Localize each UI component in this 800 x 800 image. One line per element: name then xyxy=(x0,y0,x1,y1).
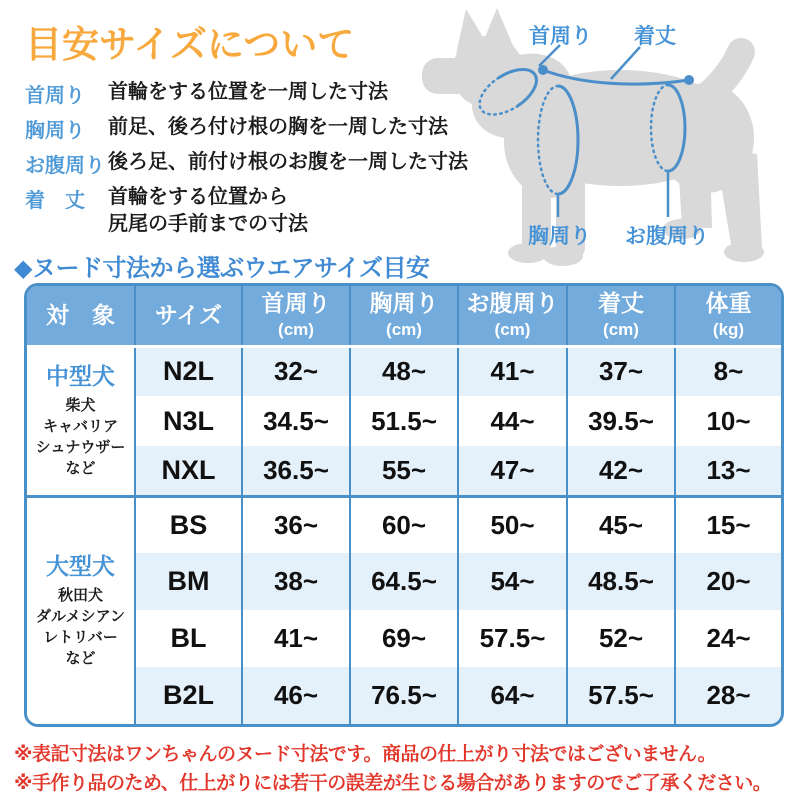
dog-hind-paw-2 xyxy=(724,242,764,262)
size-label: BS xyxy=(135,496,242,553)
note-handmade-tolerance: ※手作り品のため、仕上がりには若干の誤差が生じる場合がありますのでご了承ください。 xyxy=(14,773,772,794)
table-row: N3L 34.5~ 51.5~ 44~ 39.5~ 10~ xyxy=(27,396,781,446)
table-row: NXL 36.5~ 55~ 47~ 42~ 13~ xyxy=(27,446,781,496)
diagram-chest-label: 胸周り xyxy=(528,225,591,248)
header-size: サイズ xyxy=(135,286,242,346)
dog-silhouette-graphic xyxy=(410,0,800,290)
size-label: BL xyxy=(135,610,242,667)
header-weight: 体重 (kg) xyxy=(675,286,781,346)
group-name: 大型犬 xyxy=(46,552,115,579)
dog-chest xyxy=(504,86,600,198)
table-header-row xyxy=(27,286,781,346)
legend-desc-belly: 後ろ足、前付け根のお腹を一周した寸法 xyxy=(108,151,468,173)
dog-hind-leg-1 xyxy=(678,160,712,228)
legend-desc-length-line1: 首輪をする位置から xyxy=(108,186,288,208)
group-cell-large-dogs: 大型犬 秋田犬 ダルメシアン レトリバー など xyxy=(27,496,135,724)
header-chest: 胸周り (cm) xyxy=(350,286,458,346)
table-row: 中型犬 柴犬 キャバリア シュナウザー など N2L 32~ 48~ 41~ 37~ 8~ xyxy=(27,346,781,396)
header-length: 着丈 (cm) xyxy=(567,286,675,346)
note-nude-size: ※表記寸法はワンちゃんのヌード寸法です。商品の仕上がり寸法ではございません。 xyxy=(14,744,717,765)
legend-term-chest: 胸周り xyxy=(25,120,85,142)
dog-hind-leg-2 xyxy=(715,148,762,250)
diagram-belly-label: お腹周り xyxy=(625,225,709,248)
length-start-dot xyxy=(538,65,548,75)
header-belly: お腹周り (cm) xyxy=(458,286,567,346)
size-table-subtitle: ◆ヌード寸法から選ぶウエアサイズ目安 xyxy=(14,255,430,282)
length-end-dot xyxy=(684,75,694,85)
table-row: B2L 46~ 76.5~ 64~ 57.5~ 28~ xyxy=(27,667,781,724)
table-row: BM 38~ 64.5~ 54~ 48.5~ 20~ xyxy=(27,553,781,610)
size-label: N2L xyxy=(135,346,242,396)
header-target: 対 象 xyxy=(27,286,135,346)
diagram-length-label: 着丈 xyxy=(634,25,676,48)
header-neck: 首周り (cm) xyxy=(242,286,350,346)
size-label: NXL xyxy=(135,446,242,496)
legend-desc-chest: 前足、後ろ付け根の胸を一周した寸法 xyxy=(108,116,448,138)
legend-term-belly: お腹周り xyxy=(25,155,105,177)
size-label: B2L xyxy=(135,667,242,724)
page-title: 目安サイズについて xyxy=(25,24,355,65)
legend-row-chest xyxy=(25,114,448,143)
dog-measurement-diagram xyxy=(410,0,800,290)
table-row: 大型犬 秋田犬 ダルメシアン レトリバー など BS 36~ 60~ 50~ 45~ 15~ xyxy=(27,496,781,553)
size-label: BM xyxy=(135,553,242,610)
legend-row-length xyxy=(25,184,308,238)
group-name: 中型犬 xyxy=(46,363,115,390)
legend-desc-neck: 首輪をする位置を一周した寸法 xyxy=(108,81,388,103)
legend-desc-length-line2: 尻尾の手前までの寸法 xyxy=(108,213,308,235)
dog-tail xyxy=(705,52,741,98)
size-label: N3L xyxy=(135,396,242,446)
legend-term-length: 着 丈 xyxy=(25,190,85,212)
legend-row-neck xyxy=(25,79,388,108)
table-row: BL 41~ 69~ 57.5~ 52~ 24~ xyxy=(27,610,781,667)
group-cell-medium-dogs: 中型犬 柴犬 キャバリア シュナウザー など xyxy=(27,346,135,496)
legend-term-neck: 首周り xyxy=(25,85,85,107)
legend-row-belly xyxy=(25,149,468,178)
diagram-neck-label: 首周り xyxy=(529,25,592,48)
size-table xyxy=(24,283,784,727)
